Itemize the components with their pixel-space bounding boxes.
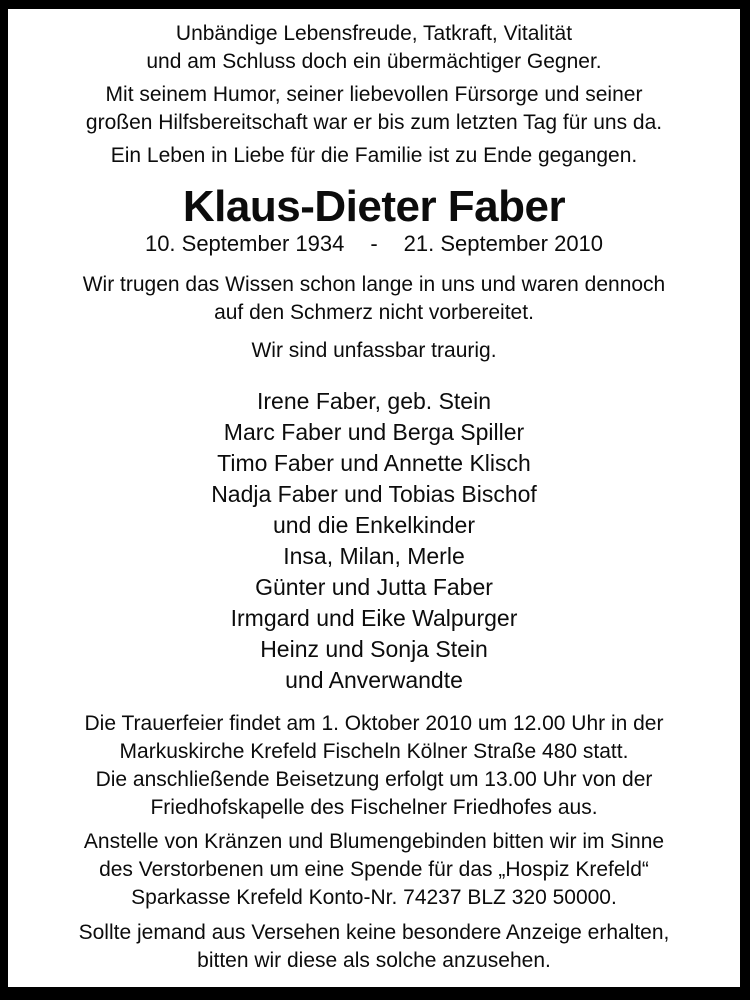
date-separator: - [370, 231, 378, 256]
grief-paragraph [8, 271, 740, 327]
text-line: und Anverwandte [285, 667, 463, 693]
text-line: Insa, Milan, Merle [283, 543, 465, 569]
donation-request-paragraph [8, 828, 740, 912]
text-line: Unbändige Lebensfreude, Tatkraft, Vitalität [175, 22, 573, 45]
text-line: Marc Faber und Berga Spiller [223, 419, 525, 445]
text-line: großen Hilfsbereitschaft war er bis zum letzten Tag für uns da. [85, 111, 663, 134]
text-line: und die Enkelkinder [272, 512, 476, 538]
text-line: Heinz und Sonja Stein [260, 636, 488, 662]
obituary-notice [8, 9, 740, 987]
text-line: Ein Leben in Liebe für die Familie ist zu Ende gegangen. [110, 144, 638, 167]
life-sentence-paragraph [8, 142, 740, 170]
mourners-list [8, 386, 740, 696]
text-line: Mit seinem Humor, seiner liebevollen Fürsorge und seiner [105, 83, 643, 106]
life-dates [8, 230, 740, 258]
text-line: des Verstorbenen um eine Spende für das „Hospiz Krefeld“ [99, 858, 649, 881]
death-date: 21. September 2010 [403, 231, 604, 256]
text-line: Günter und Jutta Faber [255, 574, 493, 600]
text-line: und am Schluss doch ein übermächtiger Gegner. [146, 50, 602, 73]
text-line: Markuskirche Krefeld Fischeln Kölner Straße 480 statt. [119, 740, 629, 763]
tribute-paragraph [8, 81, 740, 137]
deceased-name: Klaus-Dieter Faber [182, 182, 566, 231]
text-line: Wir trugen das Wissen schon lange in uns und waren dennoch [82, 273, 666, 296]
closing-note-paragraph [8, 919, 740, 975]
birth-date: 10. September 1934 [144, 231, 345, 256]
text-line: Irene Faber, geb. Stein [257, 388, 491, 414]
text-line: Sparkasse Krefeld Konto-Nr. 74237 BLZ 320 50000. [131, 886, 617, 909]
service-info-paragraph [8, 710, 740, 822]
text-line: Die Trauerfeier findet am 1. Oktober 2010 um 12.00 Uhr in der [84, 712, 664, 735]
text-line: Anstelle von Kränzen und Blumengebinden bitten wir im Sinne [83, 830, 665, 853]
text-line: Friedhofskapelle des Fischelner Friedhofes aus. [150, 796, 598, 819]
epigraph-paragraph [8, 20, 740, 76]
text-line: Irmgard und Eike Walpurger [230, 605, 518, 631]
text-line: Sollte jemand aus Versehen keine besondere Anzeige erhalten, [78, 921, 670, 944]
text-line: Wir sind unfassbar traurig. [251, 339, 497, 362]
text-line: bitten wir diese als solche anzusehen. [197, 949, 551, 972]
text-line: Die anschließende Beisetzung erfolgt um 13.00 Uhr von der [95, 768, 653, 791]
text-line: auf den Schmerz nicht vorbereitet. [214, 301, 534, 324]
text-line: Timo Faber und Annette Klisch [217, 450, 531, 476]
sorrow-paragraph [8, 337, 740, 365]
text-line: Nadja Faber und Tobias Bischof [211, 481, 537, 507]
